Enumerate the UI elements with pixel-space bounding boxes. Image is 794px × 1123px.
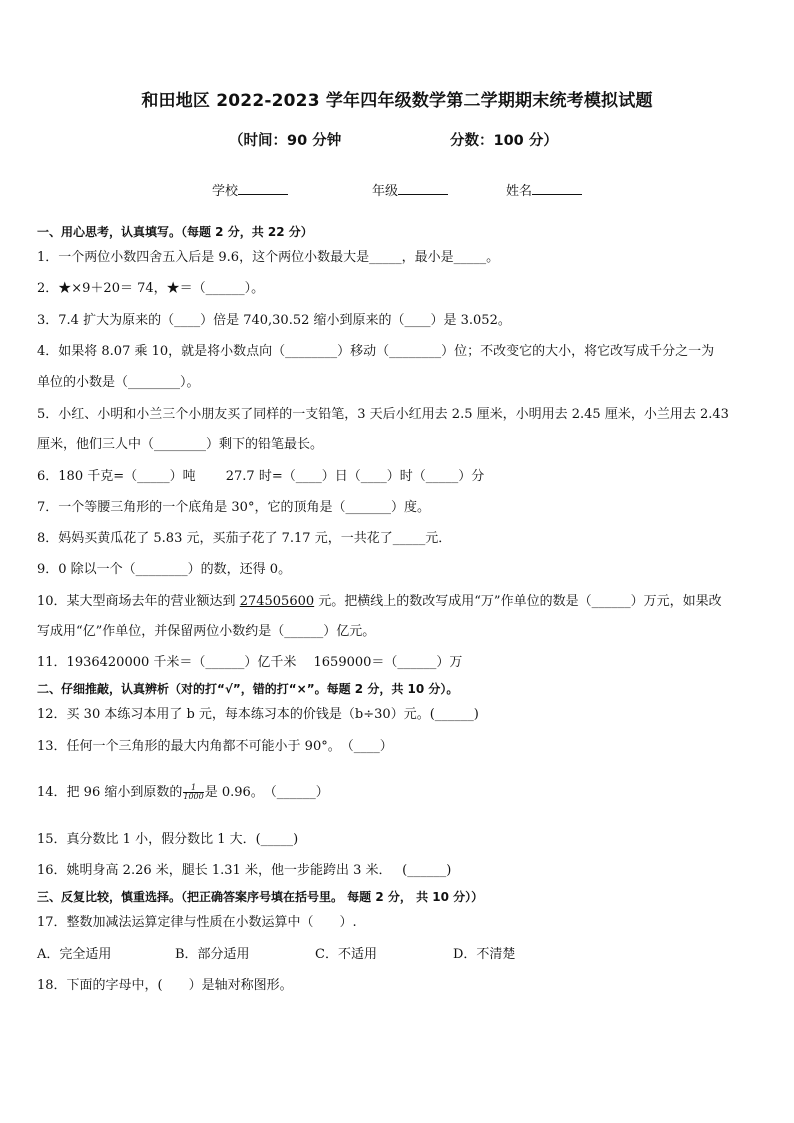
question-18: 18．下面的字母中，( ）是轴对称图形。: [37, 978, 293, 993]
question-14-prefix: 14．把 96 缩小到原数的: [37, 785, 183, 800]
question-10-line-2: 写成用“亿”作单位，并保留两位小数约是（______）亿元。: [37, 624, 376, 639]
option-a: A．完全适用: [37, 947, 112, 962]
question-10-suffix: 元。把横线上的数改写成用“万”作单位的数是（______）万元，如果改: [314, 594, 722, 609]
question-6: 6．180 千克=（_____）吨 27.7 时=（____）日（____）时（_____）分: [37, 469, 485, 484]
question-5-line-2: 厘米，他们三人中（________）剩下的铅笔最长。: [37, 437, 324, 452]
exam-score: 分数：100 分）: [450, 133, 558, 149]
grade-label: 年级: [372, 184, 399, 199]
question-16: 16．姚明身高 2.26 米，腿长 1.31 米，他一步能跨出 3 米． (______): [37, 863, 452, 878]
question-12: 12．买 30 本练习本用了 b 元，每本练习本的价钱是（b÷30）元。(______): [37, 707, 479, 722]
school-blank: [238, 182, 288, 195]
section-3-heading: 三、反复比较，慎重选择。（把正确答案序号填在括号里。 每题 2 分， 共 10 分））: [37, 890, 484, 904]
question-10-underlined-number: 274505600: [239, 594, 315, 609]
question-10-line-1: [37, 594, 761, 610]
section-1-heading: 一、用心思考，认真填写。（每题 2 分，共 22 分）: [37, 225, 313, 239]
section-2-heading: 二、仔细推敲，认真辨析（对的打“√”，错的打“×”。每题 2 分，共 10 分）。: [37, 682, 459, 696]
question-7: 7．一个等腰三角形的一个底角是 30°，它的顶角是（_______）度。: [37, 500, 430, 515]
fraction-denominator: 1000: [183, 792, 204, 801]
option-c: C．不适用: [315, 947, 377, 962]
question-11: 11．1936420000 千米＝（______）亿千米 1659000＝（______）万: [37, 655, 463, 670]
option-b: B．部分适用: [175, 947, 250, 962]
question-10-prefix: 10．某大型商场去年的营业额达到: [37, 594, 240, 609]
name-blank: [532, 182, 582, 195]
question-1: 1．一个两位小数四舍五入后是 9.6，这个两位小数最大是_____，最小是_____。: [37, 250, 500, 265]
fraction-one-thousandth: [183, 784, 203, 801]
grade-field: [372, 180, 448, 199]
option-d: D．不清楚: [453, 947, 516, 962]
question-14: [37, 784, 761, 801]
question-17: 17．整数加减法运算定律与性质在小数运算中（ ）.: [37, 915, 357, 930]
exam-time: （时间：90 分钟: [229, 133, 342, 149]
question-9: 9．0 除以一个（________）的数，还得 0。: [37, 562, 292, 577]
school-label: 学校: [212, 184, 239, 199]
question-3: 3．7.4 扩大为原来的（____）倍是 740,30.52 缩小到原来的（____）是 3.052。: [37, 313, 511, 328]
question-5-line-1: 5．小红、小明和小兰三个小朋友买了同样的一支铅笔，3 天后小红用去 2.5 厘米，小明用去 2.45 厘米，小兰用去 2.43: [37, 407, 729, 422]
question-8: 8．妈妈买黄瓜花了 5.83 元，买茄子花了 7.17 元，一共花了_____元．: [37, 531, 452, 546]
fraction-numerator: 1: [183, 784, 203, 793]
school-field: [212, 180, 288, 199]
name-field: [506, 180, 582, 199]
name-label: 姓名: [506, 184, 533, 199]
grade-blank: [398, 182, 448, 195]
question-4-line-1: 4．如果将 8.07 乘 10，就是将小数点向（________）移动（________）位；不改变它的大小，将它改写成千分之一为: [37, 344, 715, 359]
question-4-line-2: 单位的小数是（________）。: [37, 375, 200, 390]
question-15: 15．真分数比 1 小，假分数比 1 大．(_____): [37, 832, 299, 847]
question-2: 2．★×9＋20＝ 74，★＝（______）。: [37, 281, 265, 296]
question-14-suffix: 是 0.96。 （______）: [204, 785, 329, 800]
question-13: 13．任何一个三角形的最大内角都不可能小于 90°。 （____）: [37, 739, 393, 754]
exam-title: 和田地区 2022-2023 学年四年级数学第二学期期末统考模拟试题: [141, 91, 653, 111]
